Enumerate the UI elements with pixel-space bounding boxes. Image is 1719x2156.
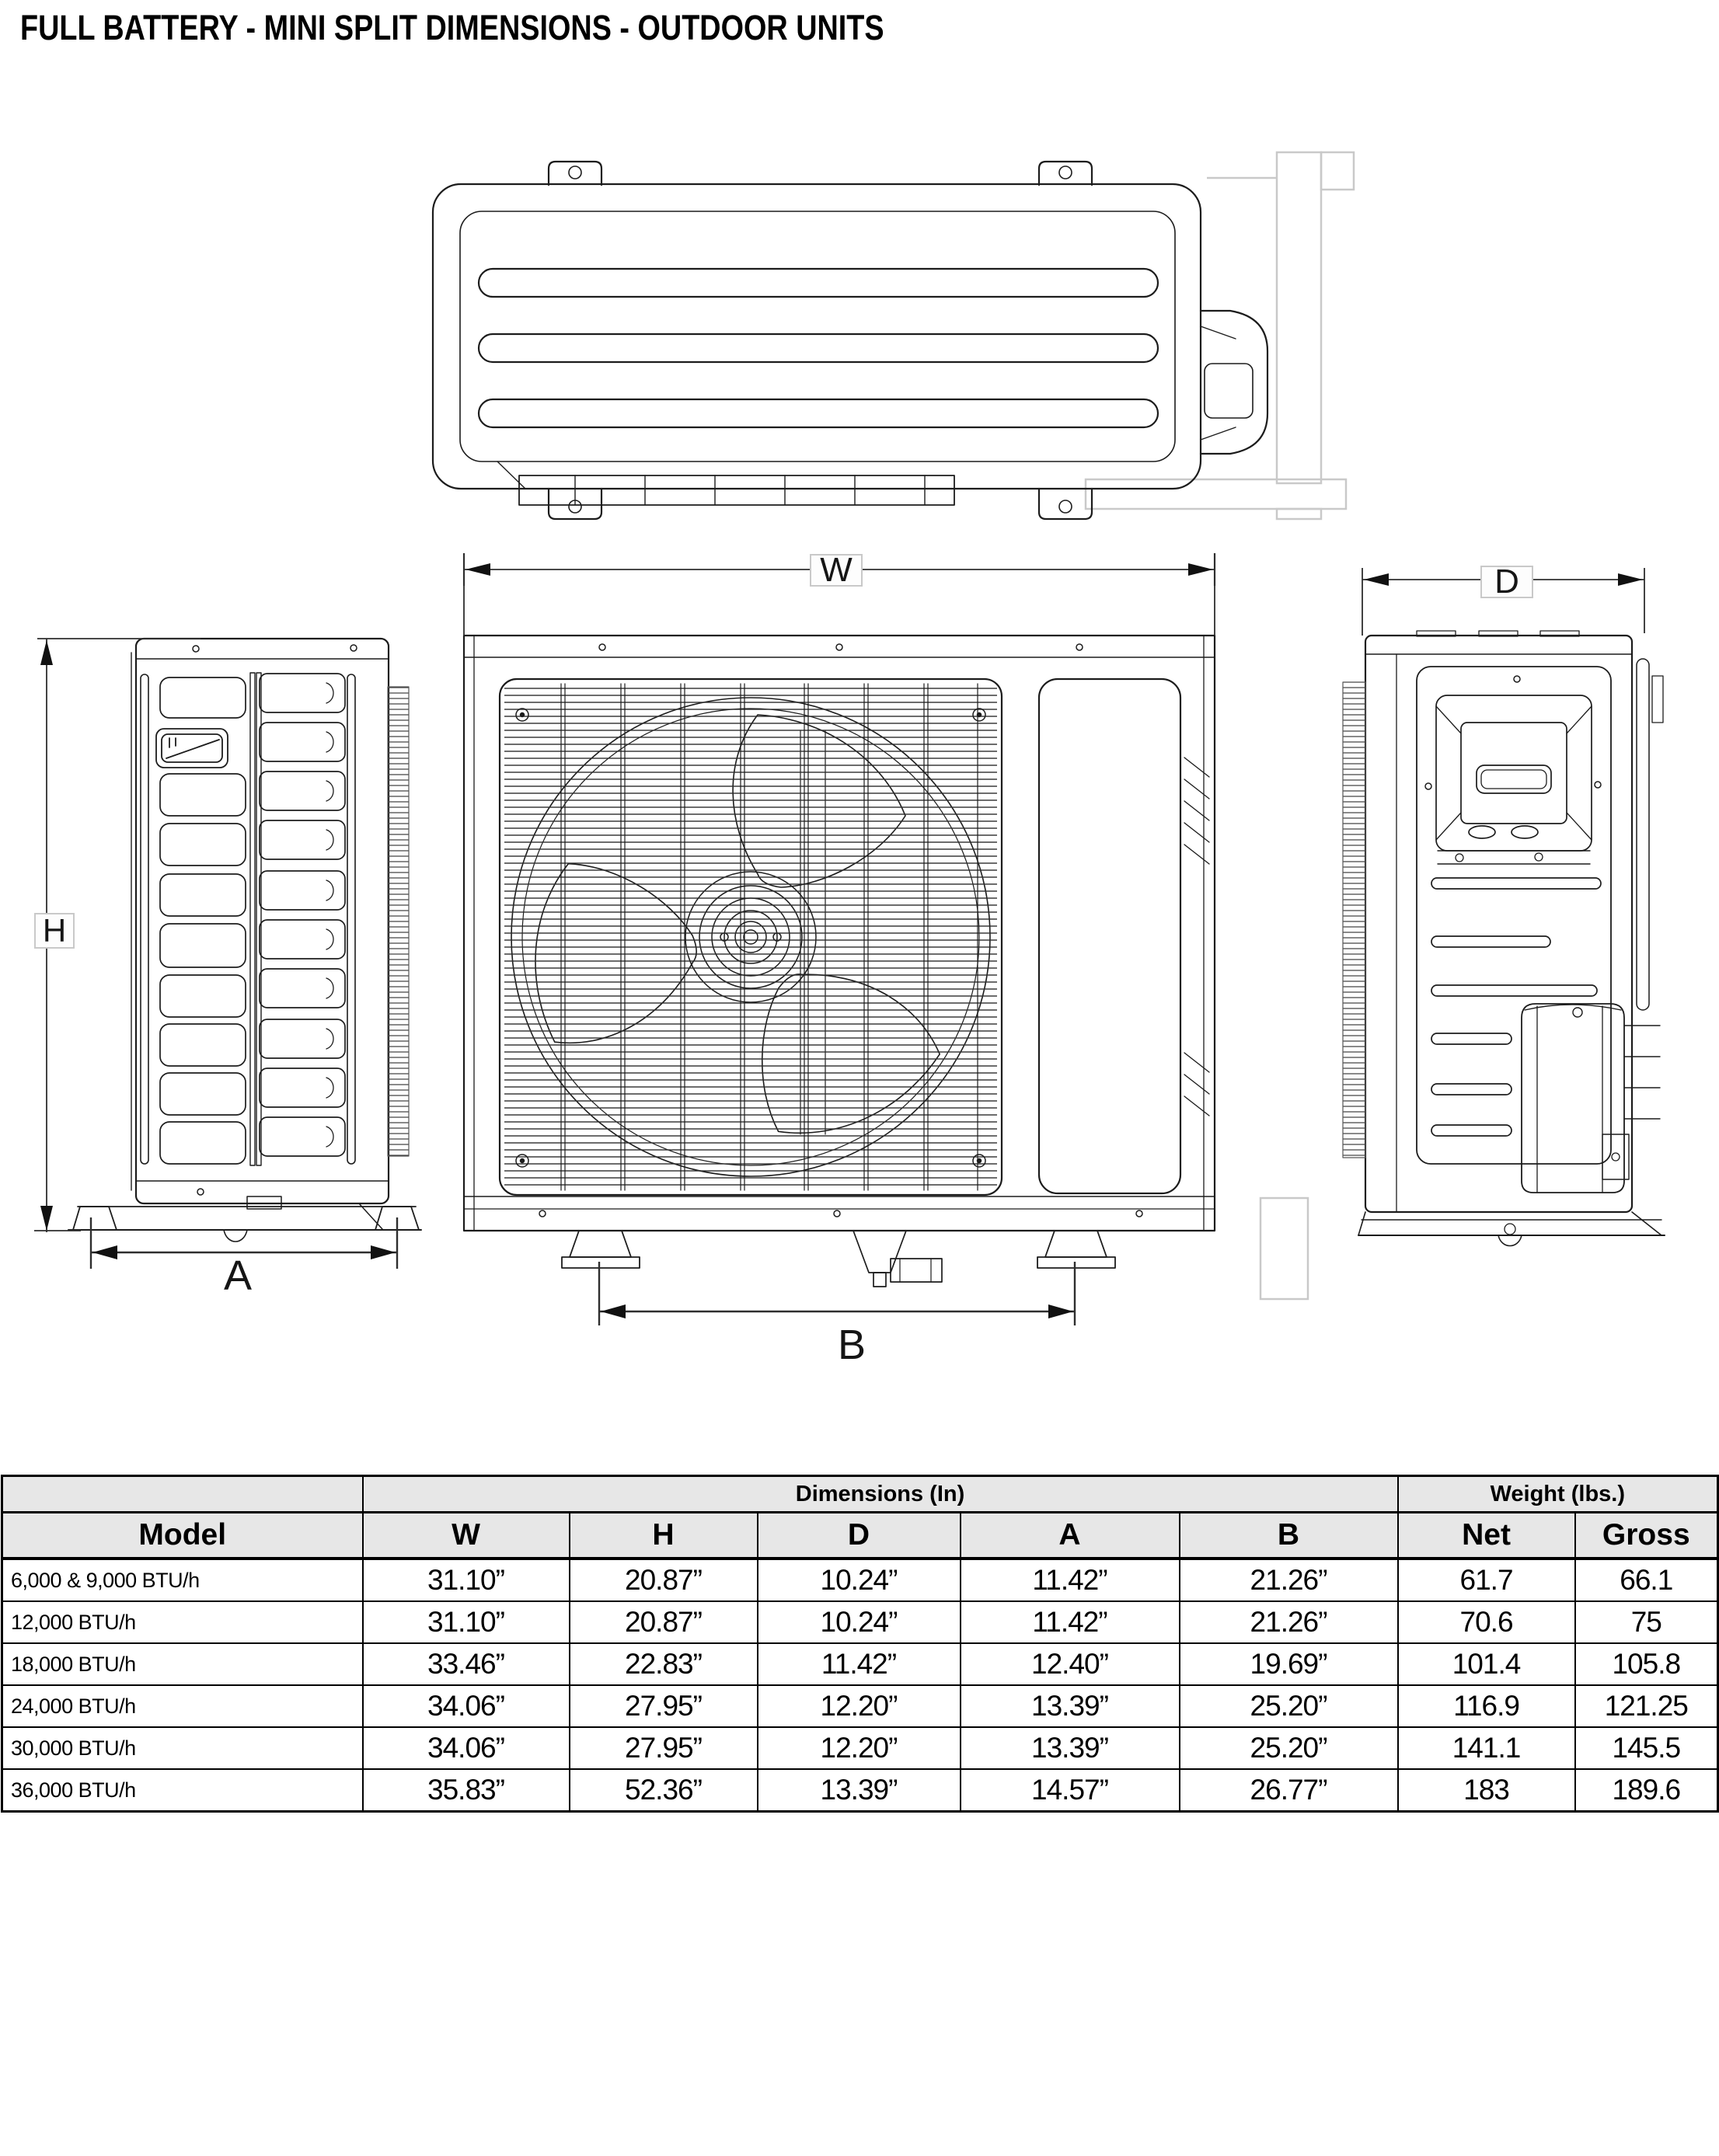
col-header-a: A <box>961 1513 1180 1559</box>
dim-label-b: B <box>837 1322 866 1368</box>
valve-pocket <box>1436 695 1592 864</box>
dim-label-d: D <box>1480 566 1533 598</box>
side-view-right <box>1343 631 1665 1246</box>
front-view <box>464 636 1215 1287</box>
dimensions-table <box>1 1475 1719 1813</box>
table-row: 36,000 BTU/h 35.83” 52.36” 13.39” 14.57” 26.77” 183 189.6 <box>2 1769 1718 1812</box>
col-header-model: Model <box>2 1513 363 1559</box>
side-handle <box>156 729 228 768</box>
page-title: FULL BATTERY - MINI SPLIT DIMENSIONS - OUTDOOR UNITS <box>20 8 884 47</box>
blank-header-cell <box>2 1476 363 1513</box>
side-flange <box>1184 758 1209 1116</box>
drain-fitting <box>853 1231 942 1287</box>
dim-label-w: W <box>810 554 863 587</box>
top-view <box>433 162 1267 519</box>
table-row: 12,000 BTU/h 31.10” 20.87” 10.24” 11.42” 21.26” 70.6 75 <box>2 1601 1718 1643</box>
side-view-left <box>68 639 421 1242</box>
col-header-gross: Gross <box>1575 1513 1718 1559</box>
table-row: 24,000 BTU/h 34.06” 27.95” 12.20” 13.39” 25.20” 116.9 121.25 <box>2 1685 1718 1727</box>
table-column-header-row <box>2 1513 1718 1559</box>
table-group-header-row <box>2 1476 1718 1513</box>
group-header-weight: Weight (lbs.) <box>1398 1476 1718 1513</box>
dim-b-line <box>599 1262 1075 1325</box>
table-row: 6,000 & 9,000 BTU/h 31.10” 20.87” 10.24” 11.42” 21.26” 61.7 66.1 <box>2 1559 1718 1601</box>
table-row: 18,000 BTU/h 33.46” 22.83” 11.42” 12.40” 19.69” 101.4 105.8 <box>2 1643 1718 1685</box>
col-header-w: W <box>363 1513 570 1559</box>
col-header-h: H <box>570 1513 758 1559</box>
table-row: 30,000 BTU/h 34.06” 27.95” 12.20” 13.39” 25.20” 141.1 145.5 <box>2 1727 1718 1769</box>
col-header-b: B <box>1180 1513 1398 1559</box>
col-header-d: D <box>758 1513 961 1559</box>
dim-label-h: H <box>34 913 75 949</box>
col-header-net: Net <box>1398 1513 1575 1559</box>
dim-label-a: A <box>223 1252 253 1299</box>
group-header-dimensions: Dimensions (In) <box>363 1476 1398 1513</box>
